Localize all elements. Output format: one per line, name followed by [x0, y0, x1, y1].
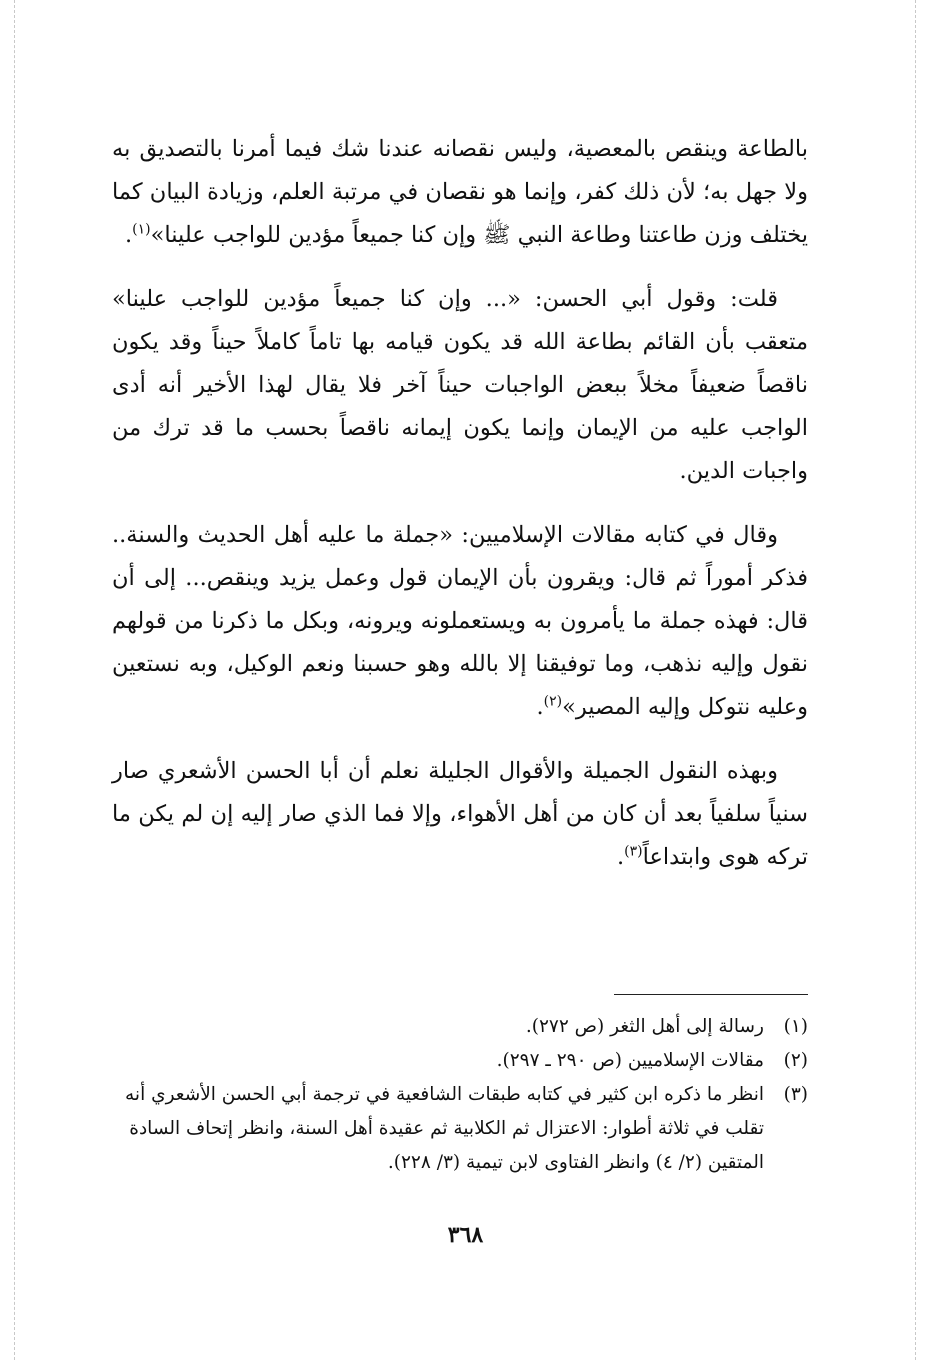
right-margin-guide: [915, 0, 916, 1360]
footnotes-section: [112, 1010, 808, 1180]
paragraph-2-text: قلت: وقول أبي الحسن: «... وإن كنا جميعاً مؤدين للواجب علينا» متعقب بأن القائم بطاعة الله قد يكون قيامه بها تاماً كاملاً حيناً وقد يكون ناقصاً ضعيفاً مخلاً ببعض الواجبات حيناً آخر فلا يقال لهذا الأخير أنه أدى الواجب عليه من الإيمان وإنما يكون إيمانه ناقصاً بحسب ما قد ترك من واجبات الدين.: [112, 286, 808, 484]
paragraph-3-tail: .: [536, 694, 544, 720]
footnote-ref-2[interactable]: (٢): [543, 693, 563, 710]
footnote-number: (٣): [783, 1084, 808, 1105]
paragraph-4-tail: .: [617, 844, 625, 870]
paragraph-4: [112, 750, 808, 879]
footnote-text: مقالات الإسلاميين (ص ٢٩٠ ـ ٢٩٧).: [496, 1050, 764, 1071]
footnote-separator: [614, 994, 808, 995]
footnote-3: [112, 1078, 808, 1180]
paragraph-1: [112, 128, 808, 257]
paragraph-2: [112, 278, 808, 493]
paragraph-3: [112, 514, 808, 729]
footnote-ref-1[interactable]: (١): [132, 221, 151, 238]
footnote-text: انظر ما ذكره ابن كثير في كتابه طبقات الشافعية في ترجمة أبي الحسن الأشعري أنه تقلب في ثلاثة أطوار: الاعتزال ثم الكلابية ثم عقيدة أهل السنة، وانظر إتحاف السادة المتقين (٢/ ٤) وانظر الفتاوى لابن تيمية (٣/ ٢٢٨).: [125, 1084, 764, 1173]
paragraph-4-text: وبهذه النقول الجميلة والأقوال الجليلة نعلم أن أبا الحسن الأشعري صار سنياً سلفياً بعد أن كان من أهل الأهواء، وإلا فما الذي صار إليه إن لم يكن ما تركه هوى وابتداعاً: [112, 758, 808, 870]
footnote-number: (١): [783, 1016, 808, 1037]
footnote-ref-3[interactable]: (٣): [624, 843, 643, 860]
footnote-1: [112, 1010, 808, 1044]
footnote-2: [112, 1044, 808, 1078]
paragraph-1-text: بالطاعة وينقص بالمعصية، وليس نقصانه عندنا شك فيما أمرنا بالتصديق به ولا جهل به؛ لأن ذلك كفر، وإنما هو نقصان في مرتبة العلم، وزيادة البيان كما يختلف وزن طاعتنا وطاعة النبي ﷺ وإن كنا جميعاً مؤدين للواجب علينا»: [112, 136, 808, 248]
paragraph-1-tail: .: [125, 222, 133, 248]
footnote-text: رسالة إلى أهل الثغر (ص ٢٧٢).: [525, 1016, 764, 1037]
page-number: ٣٦٨: [447, 1222, 484, 1248]
paragraph-3-text: وقال في كتابه مقالات الإسلاميين: «جملة ما عليه أهل الحديث والسنة.. فذكر أموراً ثم قال: ويقرون بأن الإيمان قول وعمل يزيد وينقص... إلى أن قال: فهذه جملة ما يأمرون به ويستعملونه ويرونه، وبكل ما ذكرنا من قولهم نقول وإليه نذهب، وما توفيقنا إلا بالله وهو حسبنا ونعم الوكيل، وبه نستعين وعليه نتوكل وإليه المصير»: [112, 522, 808, 720]
footnote-number: (٢): [783, 1050, 808, 1071]
left-margin-guide: [14, 0, 15, 1360]
main-text: [112, 128, 808, 900]
